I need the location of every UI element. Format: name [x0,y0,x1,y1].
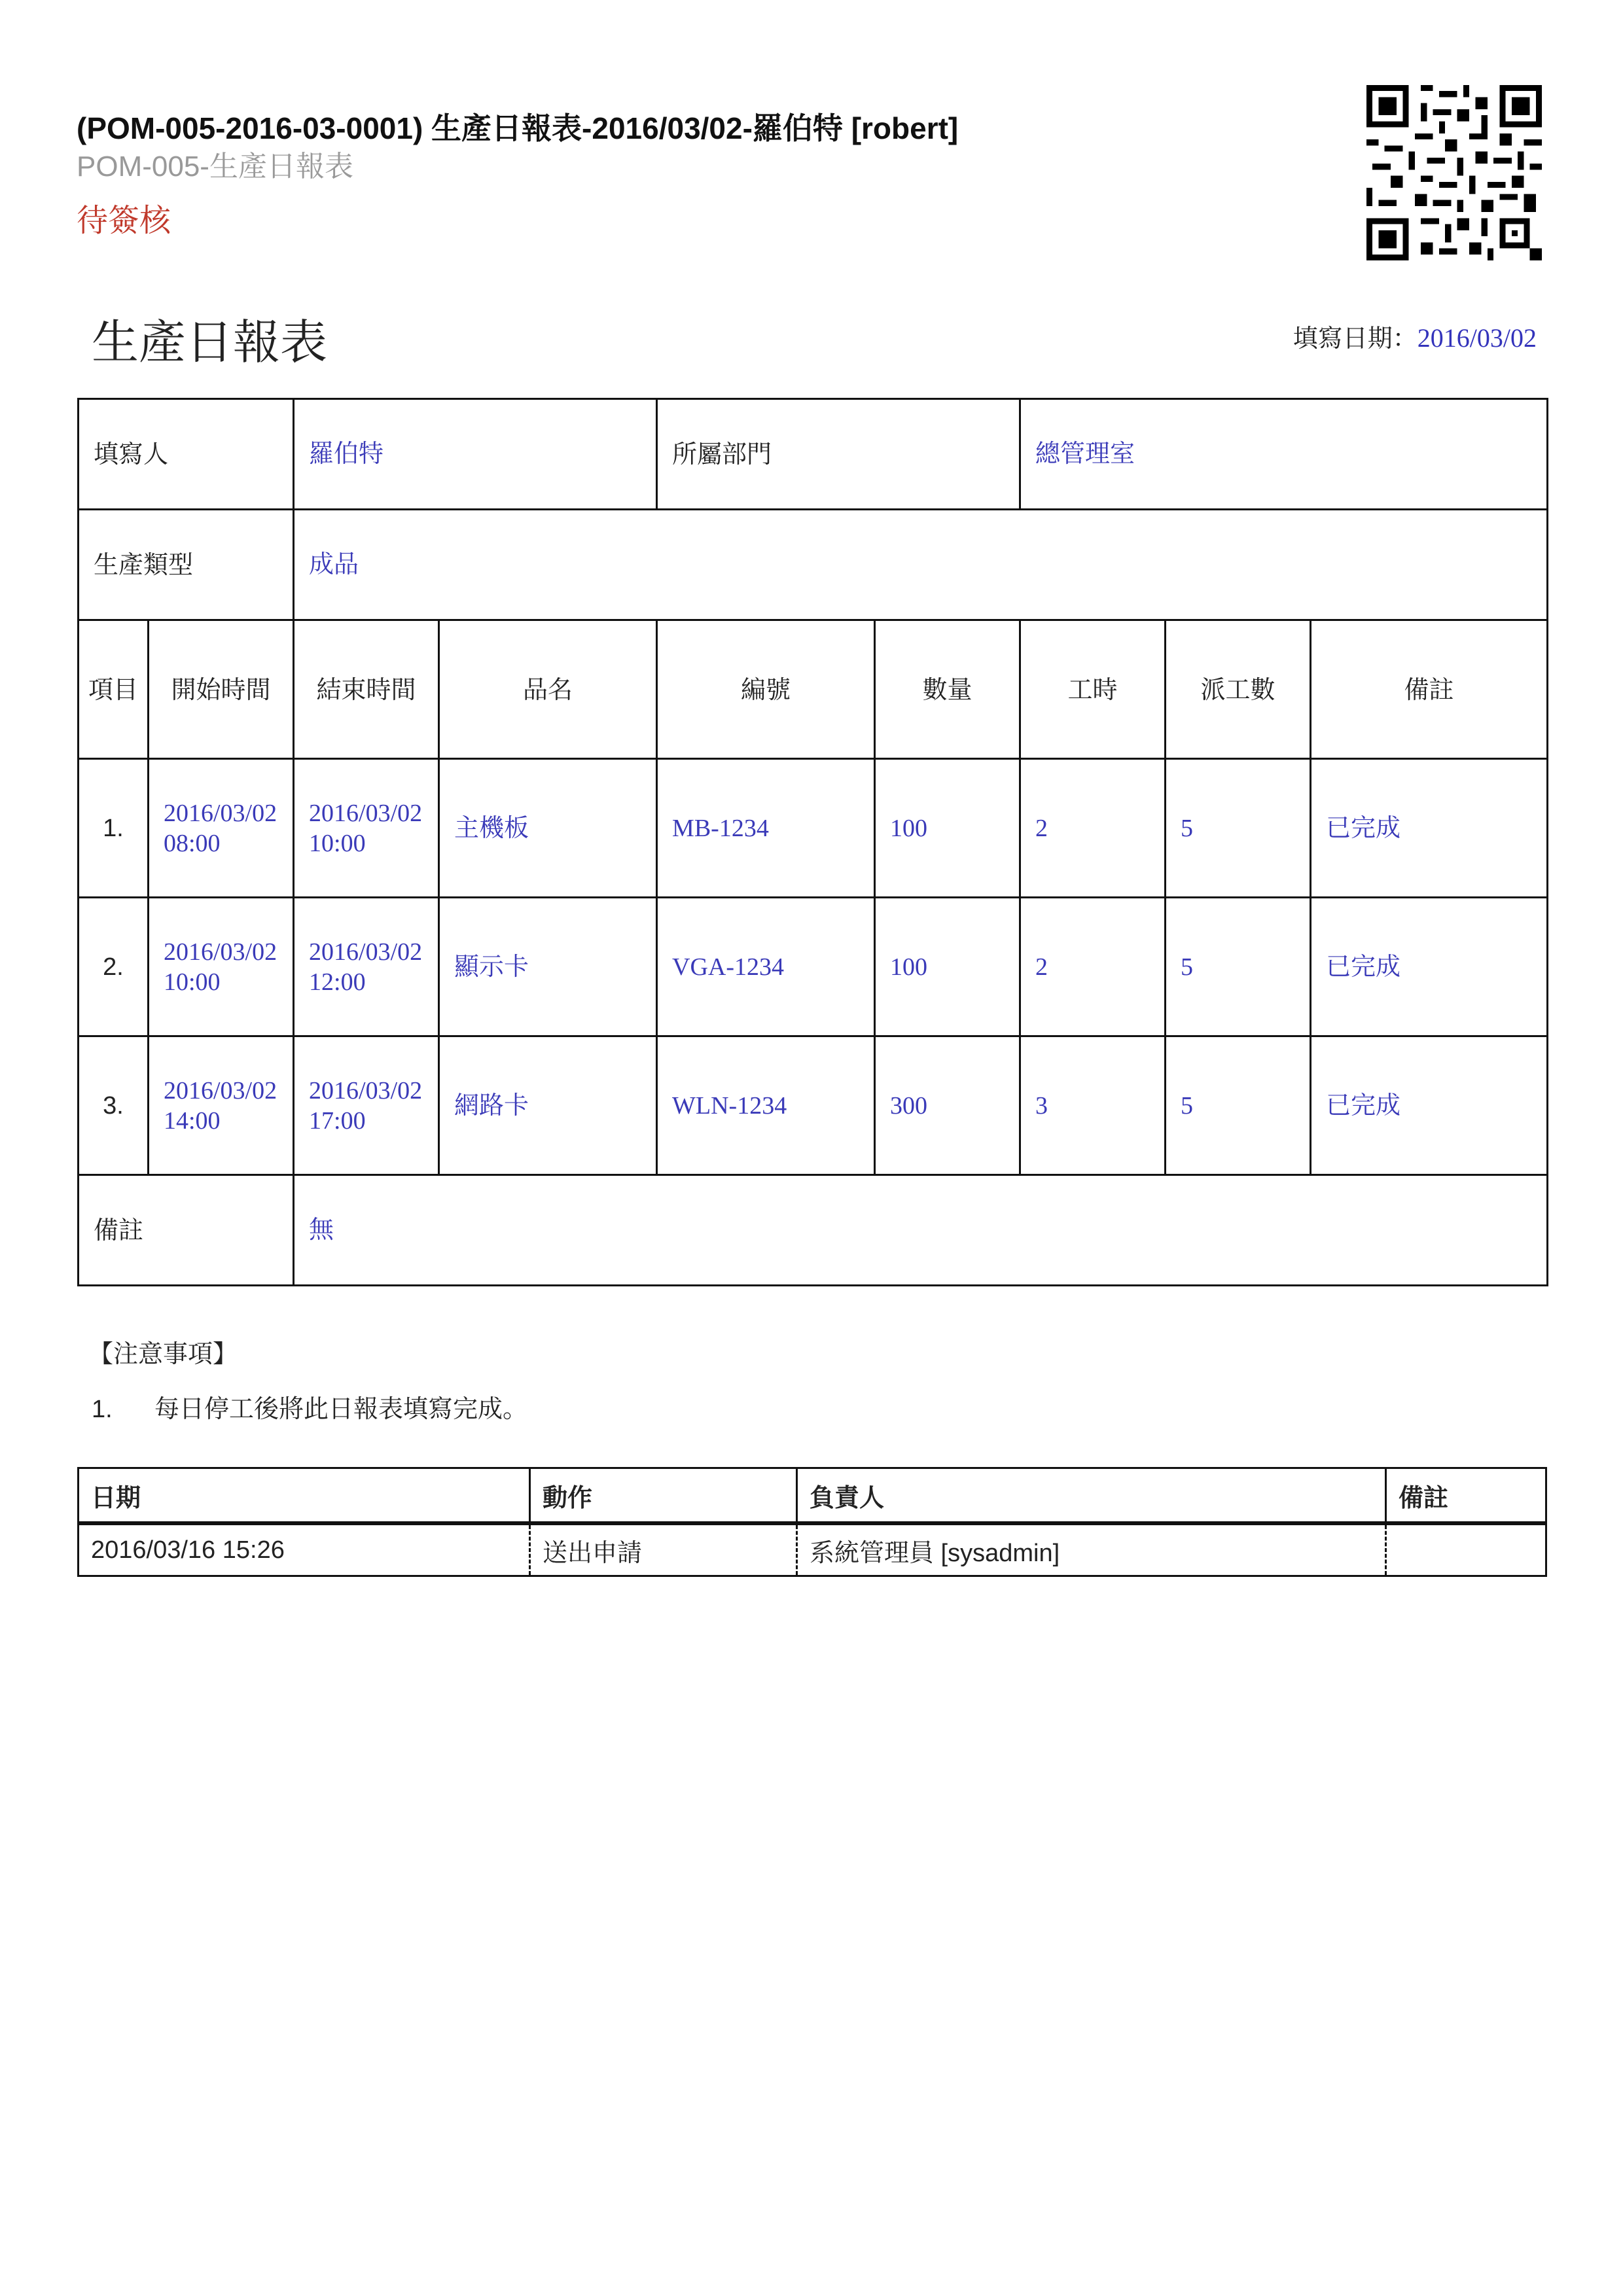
row-note: 已完成 [1311,898,1548,1036]
row-note: 已完成 [1311,759,1548,898]
remark-row [79,1175,1548,1286]
row-end-time: 2016/03/02 17:00 [294,1036,439,1175]
col-header-name: 品名 [439,620,657,759]
table-row [79,759,1548,898]
row-quantity: 300 [875,1036,1020,1175]
row-quantity: 100 [875,898,1020,1036]
log-col-action: 動作 [530,1468,797,1524]
row-end-time: 2016/03/02 10:00 [294,759,439,898]
log-action: 送出申請 [530,1523,797,1576]
type-value: 成品 [294,510,1548,620]
table-row [79,898,1548,1036]
row-quantity: 100 [875,759,1020,898]
col-header-note: 備註 [1311,620,1548,759]
log-col-note: 備註 [1386,1468,1546,1524]
production-report-table [77,398,1548,1286]
type-label: 生產類型 [79,510,294,620]
col-header-end: 結束時間 [294,620,439,759]
row-workers: 5 [1166,1036,1311,1175]
col-header-workers: 派工數 [1166,620,1311,759]
row-end-time: 2016/03/02 12:00 [294,898,439,1036]
log-row [79,1523,1546,1576]
row-product-name: 顯示卡 [439,898,657,1036]
notes-item-number: 1. [92,1396,113,1423]
col-header-hours: 工時 [1020,620,1166,759]
row-hours: 2 [1020,759,1166,898]
row-workers: 5 [1166,759,1311,898]
row-number: 2. [79,898,149,1036]
form-title: 生產日報表 [92,315,328,370]
row-product-code: WLN-1234 [657,1036,875,1175]
notes-item [92,1388,527,1424]
approval-log-table [77,1467,1547,1577]
row-product-code: VGA-1234 [657,898,875,1036]
row-product-name: 網路卡 [439,1036,657,1175]
log-col-person: 負責人 [797,1468,1386,1524]
log-note [1386,1523,1546,1576]
log-col-date: 日期 [79,1468,530,1524]
fill-date-label: 填寫日期： [1293,324,1418,353]
table-row [79,1036,1548,1175]
row-start-time: 2016/03/02 10:00 [149,898,294,1036]
log-date: 2016/03/16 15:26 [79,1523,530,1576]
fill-date [1293,318,1537,354]
items-header-row [79,620,1548,759]
row-number: 3. [79,1036,149,1175]
document-subtitle: POM-005-生產日報表 [77,150,353,183]
row-hours: 3 [1020,1036,1166,1175]
row-start-time: 2016/03/02 14:00 [149,1036,294,1175]
row-start-time: 2016/03/02 08:00 [149,759,294,898]
dept-value: 總管理室 [1020,399,1548,510]
row-product-name: 主機板 [439,759,657,898]
row-workers: 5 [1166,898,1311,1036]
status-badge: 待簽核 [77,202,171,239]
dept-label: 所屬部門 [657,399,1020,510]
notes-heading: 【注意事項】 [88,1339,238,1368]
log-person: 系統管理員 [sysadmin] [797,1523,1386,1576]
type-row [79,510,1548,620]
col-header-code: 編號 [657,620,875,759]
row-product-code: MB-1234 [657,759,875,898]
col-header-start: 開始時間 [149,620,294,759]
notes-item-text: 每日停工後將此日報表填寫完成。 [154,1394,528,1423]
fill-date-value: 2016/03/02 [1417,323,1537,353]
remark-label: 備註 [79,1175,294,1286]
row-number: 1. [79,759,149,898]
remark-value: 無 [294,1175,1548,1286]
filler-value: 羅伯特 [294,399,657,510]
row-note: 已完成 [1311,1036,1548,1175]
log-header-row [79,1468,1546,1524]
col-header-qty: 數量 [875,620,1020,759]
info-row [79,399,1548,510]
qr-code-icon [1366,85,1542,260]
row-hours: 2 [1020,898,1166,1036]
filler-label: 填寫人 [79,399,294,510]
col-header-item: 項目 [79,620,149,759]
document-title: (POM-005-2016-03-0001) 生產日報表-2016/03/02-羅伯特 [robert] [77,111,959,145]
